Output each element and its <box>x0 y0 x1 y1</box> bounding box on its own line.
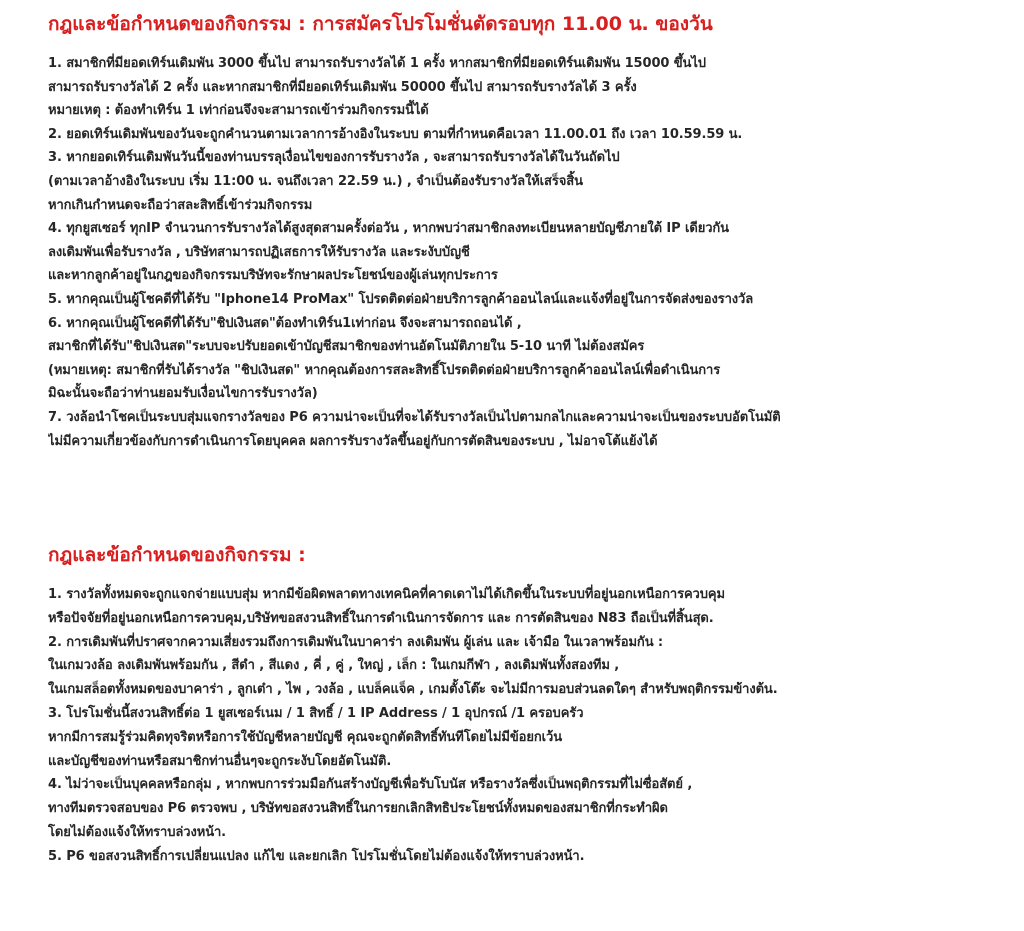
section-1-line: 5. หากคุณเป็นผู้โชคดีที่ได้รับ "Iphone14 ProMax" โปรดติดต่อฝ่ายบริการลูกค้าออนไลน์และแจ้งที่อยู่ในการจัดส่งของรางวัล <box>48 291 754 307</box>
section-2-line: 3. โปรโมชั่นนี้สงวนสิทธิ์ต่อ 1 ยูสเซอร์เนม / 1 สิทธิ์ / 1 IP Address / 1 อุปกรณ์ /1 ครอบครัว <box>48 705 584 721</box>
section-2-line: โดยไม่ต้องแจ้งให้ทราบล่วงหน้า. <box>48 824 227 840</box>
section-2-line: 4. ไม่ว่าจะเป็นบุคคลหรือกลุ่ม , หากพบการร่วมมือกันสร้างบัญชีเพื่อรับโบนัส หรือรางวัลซึ่งเป็นพฤติกรรมที่ไม่ซื่อสัตย์ , <box>48 777 693 793</box>
section-1-line: ไม่มีความเกี่ยวข้องกับการดำเนินการโดยบุคคล ผลการรับรางวัลขึ้นอยู่กับการตัดสินของระบบ , ไม่อาจโต้แย้งได้ <box>48 433 658 449</box>
section-1-line: 3. หากยอดเทิร์นเดิมพันวันนี้ของท่านบรรลุเงื่อนไขของการรับรางวัล , จะสามารถรับรางวัลได้ในวันถัดไป <box>48 150 620 166</box>
section-2-line: หรือปัจจัยที่อยู่นอกเหนือการควบคุม,บริษัทขอสงวนสิทธิ์ในการดำเนินการจัดการ และ การตัดสินของ N83 ถือเป็นที่สิ้นสุด. <box>48 610 714 626</box>
section-2-heading: กฎและข้อกำหนดของกิจกรรม : <box>48 544 306 566</box>
section-2-line: 1. รางวัลทั้งหมดจะถูกแจกจ่ายแบบสุ่ม หากมีข้อผิดพลาดทางเทคนิคที่คาดเดาไม่ได้เกิดขึ้นในระบบที่อยู่นอกเหนือการควบคุม <box>48 587 725 602</box>
section-2-body <box>48 583 1004 869</box>
section-1-line: มิฉะนั้นจะถือว่าท่านยอมรับเงื่อนไขการรับรางวัล) <box>48 386 318 402</box>
section-2-line: ในเกมสล็อตทั้งหมดของบาคาร่า , ลูกเต๋า , ไพ , วงล้อ , แบล็คแจ็ค , เกมตั้งโต๊ะ จะไม่มีการมอบส่วนลดใดๆ สำหรับพฤติกรรมข้างต้น. <box>48 682 778 698</box>
section-2-line: 2. การเดิมพันที่ปราศจากความเสี่ยงรวมถึงการเดิมพันในบาคาร่า ลงเดิมพัน ผู้เล่น และ เจ้ามือ ในเวลาพร้อมกัน : <box>48 634 664 650</box>
section-2-line: 5. P6 ขอสงวนสิทธิ์การเปลี่ยนแปลง แก้ไข และยกเลิก โปรโมชั่นโดยไม่ต้องแจ้งให้ทราบล่วงหน้า. <box>48 848 585 864</box>
section-1-body <box>48 52 1004 453</box>
section-1-line: 1. สมาชิกที่มียอดเทิร์นเดิมพัน 3000 ขึ้นไป สามารถรับรางวัลได้ 1 ครั้ง หากสมาชิกที่มียอดเทิร์นเดิมพัน 15000 ขึ้นไป <box>48 56 706 71</box>
section-1-line: 7. วงล้อนำโชคเป็นระบบสุ่มแจกรางวัลของ P6 ความน่าจะเป็นที่จะได้รับรางวัลเป็นไปตามกลไกและความน่าจะเป็นของระบบอัตโนมัติ <box>48 409 781 425</box>
section-2-line: ทางทีมตรวจสอบของ P6 ตรวจพบ , บริษัทขอสงวนสิทธิ์ในการยกเลิกสิทธิประโยชน์ทั้งหมดของสมาชิกที่กระทำผิด <box>48 801 668 817</box>
section-1-line: สามารถรับรางวัลได้ 2 ครั้ง และหากสมาชิกที่มียอดเทิร์นเดิมพัน 50000 ขึ้นไป สามารถรับรางวัลได้ 3 ครั้ง <box>48 79 637 95</box>
section-1-line: (ตามเวลาอ้างอิงในระบบ เริ่ม 11:00 น. จนถึงเวลา 22.59 น.) , จำเป็นต้องรับรางวัลให้เสร็จสิ้น <box>48 173 583 189</box>
section-1-line: และหากลูกค้าอยู่ในกฎของกิจกรรมบริษัทจะรักษาผลประโยชน์ของผู้เล่นทุกประการ <box>48 268 498 284</box>
section-1-line: หากเกินกำหนดจะถือว่าสละสิทธิ์เข้าร่วมกิจกรรม <box>48 197 313 213</box>
section-1-line: หมายเหตุ : ต้องทำเทิร์น 1 เท่าก่อนจึงจะสามารถเข้าร่วมกิจกรรมนี้ได้ <box>48 103 429 119</box>
section-1-line: ลงเดิมพันเพื่อรับรางวัล , บริษัทสามารถปฏิเสธการให้รับรางวัล และระงับบัญชี <box>48 244 470 260</box>
section-2-line: ในเกมวงล้อ ลงเดิมพันพร้อมกัน , สีดำ , สีแดง , คี่ , คู่ , ใหญ่ , เล็ก : ในเกมกีฬา , ลงเดิมพันทั้งสองทีม , <box>48 658 620 674</box>
section-1-line: 6. หากคุณเป็นผู้โชคดีที่ได้รับ"ชิปเงินสด"ต้องทำเทิร์น1เท่าก่อน จึงจะสามารถถอนได้ , <box>48 315 522 331</box>
section-1-line: 4. ทุกยูสเซอร์ ทุกIP จำนวนการรับรางวัลได้สูงสุดสามครั้งต่อวัน , หากพบว่าสมาชิกลงทะเบียนหลายบัญชีภายใต้ IP เดียวกัน <box>48 221 729 237</box>
section-1-line: 2. ยอดเทิร์นเดิมพันของวันจะถูกคำนวนตามเวลาการอ้างอิงในระบบ ตามที่กำหนดคือเวลา 11.00.01 ถึง เวลา 10.59.59 น. <box>48 126 743 142</box>
section-1-line: สมาชิกที่ได้รับ"ชิปเงินสด"ระบบจะปรับยอดเข้าบัญชีสมาชิกของท่านอัตโนมัติภายใน 5-10 นาที ไม่ต้องสมัคร <box>48 339 645 355</box>
section-2-line: และบัญชีของท่านหรือสมาชิกท่านอื่นๆจะถูกระงับโดยอัตโนมัติ. <box>48 753 392 769</box>
section-1-line: (หมายเหตุ: สมาชิกที่รับได้รางวัล "ชิปเงินสด" หากคุณต้องการสละสิทธิ์โปรดติดต่อฝ่ายบริการลูกค้าออนไลน์เพื่อดำเนินการ <box>48 362 721 378</box>
section-1-heading: กฎและข้อกำหนดของกิจกรรม : การสมัครโปรโมชั่นตัดรอบทุก 11.00 น. ของวัน <box>48 13 713 35</box>
section-2-line: หากมีการสมรู้ร่วมคิดทุจริตหรือการใช้บัญชีหลายบัญชี คุณจะถูกตัดสิทธิ์ทันทีโดยไม่มีข้อยกเว้น <box>48 729 562 745</box>
